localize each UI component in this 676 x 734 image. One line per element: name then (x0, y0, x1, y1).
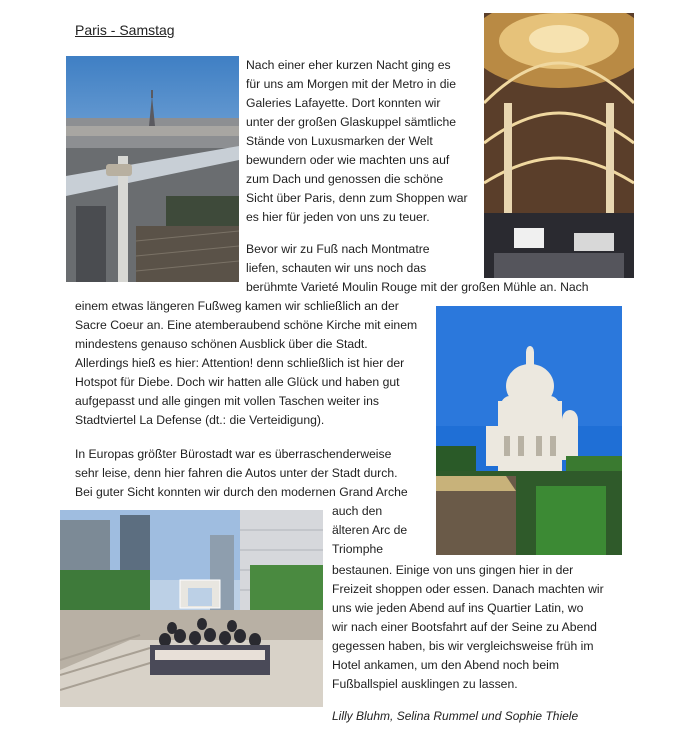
text-line: Bei guter Sicht konnten wir durch den modernen Grand Arche (75, 485, 408, 499)
text-line: gegessen haben, bis wir vergleichsweise früh im (332, 639, 594, 653)
text-line: mindestens genauso schönen Ausblick über die Stadt. (75, 337, 368, 351)
text-line: älteren Arc de (332, 523, 408, 537)
text-line: In Europas größter Bürostadt war es überraschenderweise (75, 447, 392, 461)
sacre-coeur-photo (436, 306, 622, 555)
text-line: Fußballspiel ausklingen zu lassen. (332, 677, 518, 691)
la-defense-group-photo (60, 510, 323, 707)
text-line: für uns am Morgen mit der Metro in die (246, 77, 456, 91)
text-line: wir nach einer Bootsfahrt auf der Seine zu Abend (332, 620, 597, 634)
author-signature: Lilly Bluhm, Selina Rummel und Sophie Thiele (332, 709, 579, 723)
text-line: Freizeit shoppen oder essen. Danach machten wir (332, 582, 604, 596)
galeries-lafayette-photo (484, 13, 634, 278)
text-line: Allerdings hieß es hier: Attention! denn schließlich ist hier der (75, 356, 405, 370)
text-line: es hier für jeden von uns zu teuer. (246, 210, 430, 224)
text-line: uns wie jeden Abend auf ins Quartier Latin, wo (332, 601, 584, 615)
text-line: Bevor wir zu Fuß nach Montmatre (246, 242, 430, 256)
text-line: Sicht über Paris, denn zum Shoppen war (246, 191, 468, 205)
text-line: bewundern oder wie machten uns auf (246, 153, 450, 167)
text-line: Hotspot für Diebe. Doch wir hatten alle Glück und haben gut (75, 375, 400, 389)
text-line: Hotel ankamen, um den Abend noch beim (332, 658, 559, 672)
rooftop-view-photo (66, 56, 239, 282)
text-line: zum Dach und genossen die schöne (246, 172, 444, 186)
text-line: Triomphe (332, 542, 384, 556)
text-line: berühmte Varieté Moulin Rouge mit der großen Mühle an. Nach (246, 280, 589, 294)
page-title: Paris - Samstag (75, 22, 175, 38)
text-line: Nach einer eher kurzen Nacht ging es (246, 58, 451, 72)
text-line: Galeries Lafayette. Dort konnten wir (246, 96, 441, 110)
text-line: auch den (332, 504, 383, 518)
text-line: einem etwas längeren Fußweg kamen wir schließlich an der (75, 299, 399, 313)
text-line: liefen, schauten wir uns noch das (246, 261, 427, 275)
text-line: unter der großen Glaskuppel sämtliche (246, 115, 457, 129)
text-line: Stände von Luxusmarken der Welt (246, 134, 433, 148)
text-line: bestaunen. Einige von uns gingen hier in der (332, 563, 574, 577)
text-line: Sacre Coeur an. Eine atemberaubend schöne Kirche mit einem (75, 318, 418, 332)
text-line: aufgepasst und alle gingen mit vollen Taschen weiter ins (75, 394, 379, 408)
text-line: sehr leise, denn hier fahren die Autos unter der Stadt durch. (75, 466, 398, 480)
text-line: Stadtviertel La Defense (dt.: die Verteidigung). (75, 413, 325, 427)
